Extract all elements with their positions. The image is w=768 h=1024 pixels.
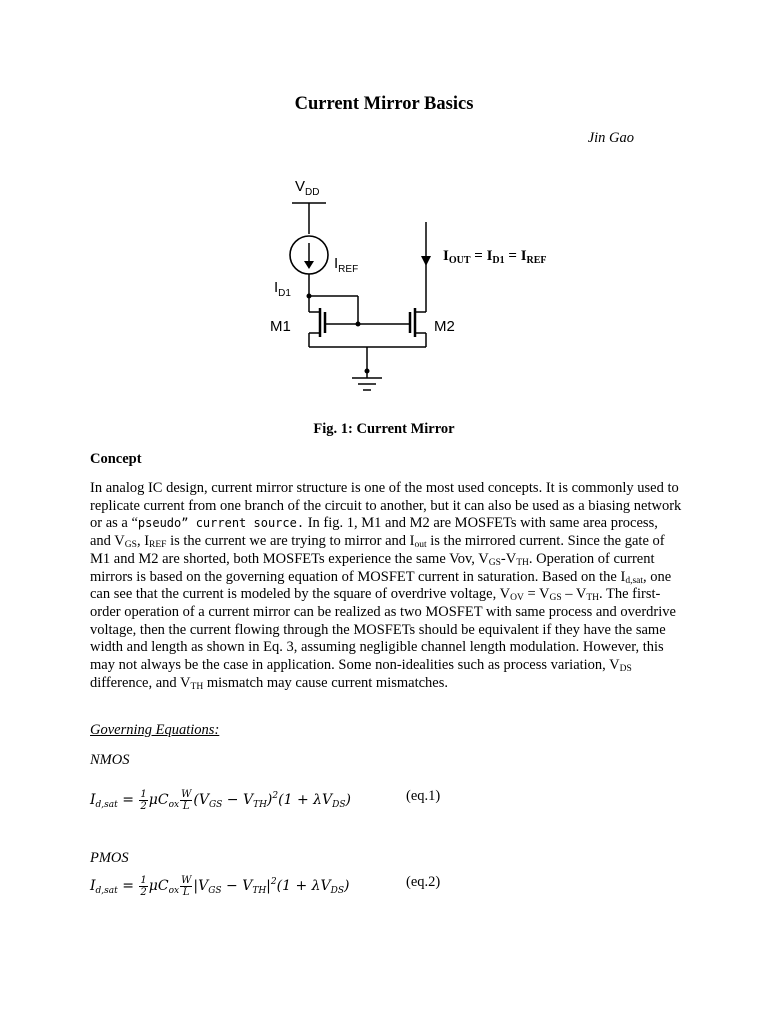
current-mirror-schematic [260, 172, 580, 412]
mirror-equation-label: $I_{OUT} = I_{D1} = I_{REF}$ [443, 248, 547, 266]
m1-label: M1 [270, 318, 291, 335]
author-name: Jin Gao [587, 130, 634, 146]
vdd-label: $V_{DD}$ [295, 178, 320, 198]
eq2-tag: (eq.2) [406, 874, 441, 890]
concept-heading: Concept [90, 451, 142, 467]
concept-paragraph: In analog IC design, current mirror structure is one of the most used concepts. It is commonly used to replicate current from one branch of the circuit to another, but it can also be used as a biasing network or as a “pseudo” current source. In fig. 1, M1 and M2 are MOSFETs with same area process, and $V_{GS}$, $I_{REF}$ is the current we are trying to mirror and $I_{out}$ is the mirrored current. Since the gate of M1 and M2 are shorted, both MOSFETs experience the same Vov, $V_{GS}-V_{TH}$. Operation of current mirrors is based on the governing equation of MOSFET current in saturation. Based on the $I_{d,sat}$, one can see that the current is modeled by the square of overdrive voltage, $V_{OV} = V_{GS} - V_{TH}$. The first-order operation of a current mirror can be realized as two MOSFET with same process and overdrive voltage, then the current flowing through the MOSFETs should be equivalent if they have the same width and length as shown in Eq. 3, assuming negligible channel length modulation. However, this may not always be the case in application. Some non-idealities such as process variation, $V_{DS}$ difference, and $V_{TH}$ mismatch may cause current mismatches. [90, 480, 682, 692]
eq1-tag: (eq.1) [406, 788, 441, 804]
nmos-label: NMOS [90, 752, 130, 768]
output-arrow-icon [421, 256, 431, 266]
id1-label: $I_{D1}$ [274, 279, 291, 299]
pmos-label: PMOS [90, 850, 129, 866]
figure-caption: Fig. 1: Current Mirror [313, 421, 455, 437]
page-title: Current Mirror Basics [294, 94, 474, 114]
nmos-equation: $I_{d,sat}$ = $\frac{1}{2}$ $\mu C_{ox}$ $\frac{W}{L}$ $(V_{GS} - V_{TH})^2(1 + \lambda V_{DS})$ [90, 788, 351, 812]
governing-equations-heading: Governing Equations: [90, 722, 220, 738]
ground-icon [352, 378, 382, 390]
pmos-equation: $I_{d,sat}$ = $\frac{1}{2}$ $\mu C_{ox}$ $\frac{W}{L}$ $|V_{GS} - V_{TH}|^2(1 + \lambda V_{DS})$ [90, 874, 350, 898]
m2-label: M2 [434, 318, 455, 335]
iref-label: $I_{REF}$ [334, 255, 359, 275]
